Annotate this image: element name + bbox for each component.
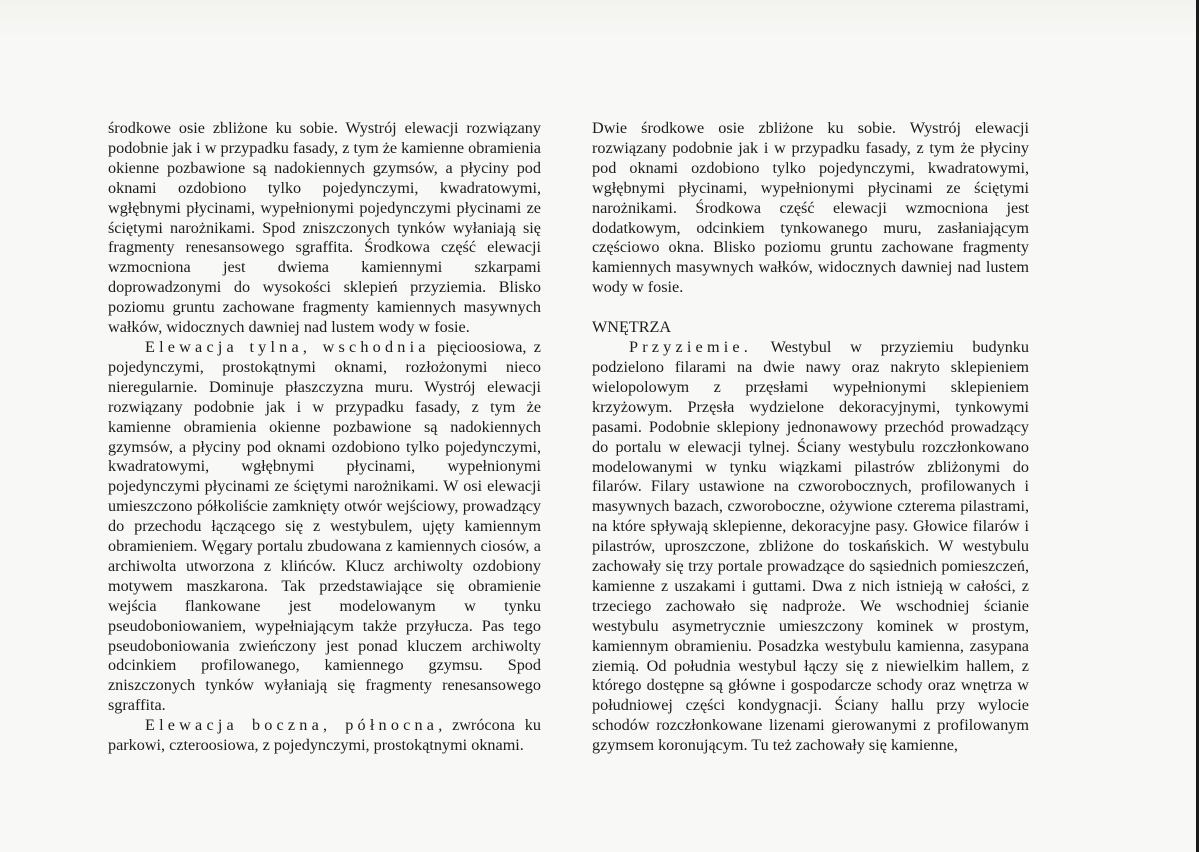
- left-paragraph-3: [108, 716, 541, 756]
- section-heading: WNĘTRZA: [592, 318, 672, 337]
- right-paragraph-2-body: Westybul w przyziemiu budynku podzielono filarami na dwie nawy oraz nakryto sklepieniem wielopolowym z przęsłami wypełnionymi sklepieniem krzyżowym. Przęsła wydzielone dekoracyjnymi, tynkowymi pasami. Podobnie sklepiony jednonawowy przechód prowadzący do portalu w elewacji tylnej. Ściany westybulu rozczłonkowano modelowanymi w tynku wiązkami pilastrów zbliżonymi do filarów. Filary ustawione na czworobocznych, profilowanych i masywnych bazach, czworoboczne, ożywione czterema pilastrami, na które spływają sklepienne, dekoracyjne pasy. Głowice filarów i pilastrów, uproszczone, zbliżone do toskańskich. W westybulu zachowały się trzy portale prowadzące do sąsiednich pomieszczeń, kamienne z uszakami i guttami. Dwa z nich istnieją w całości, z trzeciego zachowało się nadproże. We wschodniej ścianie westybulu asymetrycznie umieszczony kominek w prostym, kamiennym obramieniu. Posadzka westybulu kamienna, zasypana ziemią. Od południa westybul łączy się z niewielkim hallem, z którego dostępne są główne i gospodarcze schody oraz wnętrza w południowej części kondygnacji. Ściany hallu przy wylocie schodów rozczłonkowane lizenami gierowanymi z profilowanym gzymsem koronującym. Tu też zachowały się kamienne,: [592, 338, 1029, 755]
- left-paragraph-3-lead: Elewacja boczna, północna: [145, 716, 439, 735]
- right-paragraph-1: Dwie środkowe osie zbliżone ku sobie. Wystrój elewacji rozwiązany podobnie jak i w przypadku fasady, z tym że płyciny pod oknami ozdobiono tylko pojedynczymi, kwadratowymi, wgłębnymi płycinami, wypełnionymi płycinami ze ściętymi narożnikami. Środkowa część elewacji wzmocniona jest dodatkowym, odcinkiem tynkowanego muru, zasłaniającym częściowo okna. Blisko poziomu gruntu zachowane fragmenty kamiennych masywnych wałków, widocznych dawniej nad lustem wody w fosie.: [592, 119, 1029, 297]
- left-paragraph-1: środkowe osie zbliżone ku sobie. Wystrój elewacji rozwiązany podobnie jak i w przypadku fasady, z tym że kamienne obramienia okienne pozbawione są nadokiennych gzymsów, a płyciny pod oknami ozdobiono tylko pojedynczymi, kwadratowymi, wgłębnymi płycinami, wypełnionymi pojedynczymi płycinami ze ściętymi narożnikami. Spod zniszczonych tynków wyłaniają się fragmenty renesansowego sgraffita. Środkowa część elewacji wzmocniona jest dwiema kamiennymi szkarpami doprowadzonymi do wysokości sklepień przyziemia. Blisko poziomu gruntu zachowane fragmenty kamiennych masywnych wałków, widocznych dawniej nad lustem wody w fosie.: [108, 119, 541, 337]
- right-column: [592, 119, 1029, 756]
- right-paragraph-2-lead: Przyziemie.: [629, 338, 753, 357]
- left-paragraph-3-body: , zwrócona ku parkowi, czteroosiowa, z pojedynczymi, prostokątnymi oknami.: [108, 716, 541, 755]
- left-paragraph-2: [108, 338, 541, 716]
- right-paragraph-2: [592, 338, 1029, 756]
- left-column: [108, 119, 541, 756]
- left-paragraph-2-lead: Elewacja tylna, wschodnia: [145, 337, 430, 356]
- left-paragraph-2-body: pięcioosiowa, z pojedynczymi, prostokątnymi oknami, rozłożonymi nieco nieregularnie. Dominuje płaszczyzna muru. Wystrój elewacji rozwiązany podobnie jak i w przypadku fasady, z tym że kamienne obramienia okienne pozbawione są nadokiennych gzymsów, a płyciny pod oknami ozdobiono tylko pojedynczymi, kwadratowymi, wgłębnymi płycinami, wypełnionymi pojedynczymi płycinami ze ściętymi narożnikami. W osi elewacji umieszczono półkoliście zamknięty otwór wejściowy, prowadzący do przechodu łączącego się z westybulem, ujęty kamiennym obramieniem. Węgary portalu zbudowana z kamiennych ciosów, a archiwolta utworzona z klińców. Klucz archiwolty ozdobiony motywem maszkarona. Tak przedstawiające się obramienie wejścia flankowane jest modelowanym w tynku pseudoboniowaniem, wypełniającym także przyłucza. Pas tego pseudoboniowania zwieńczony jest ponad kluczem archiwolty odcinkiem profilowanego, kamiennego gzymsu. Spod zniszczonych tynków wyłaniają się fragmenty renesansowego sgraffita.: [108, 337, 541, 715]
